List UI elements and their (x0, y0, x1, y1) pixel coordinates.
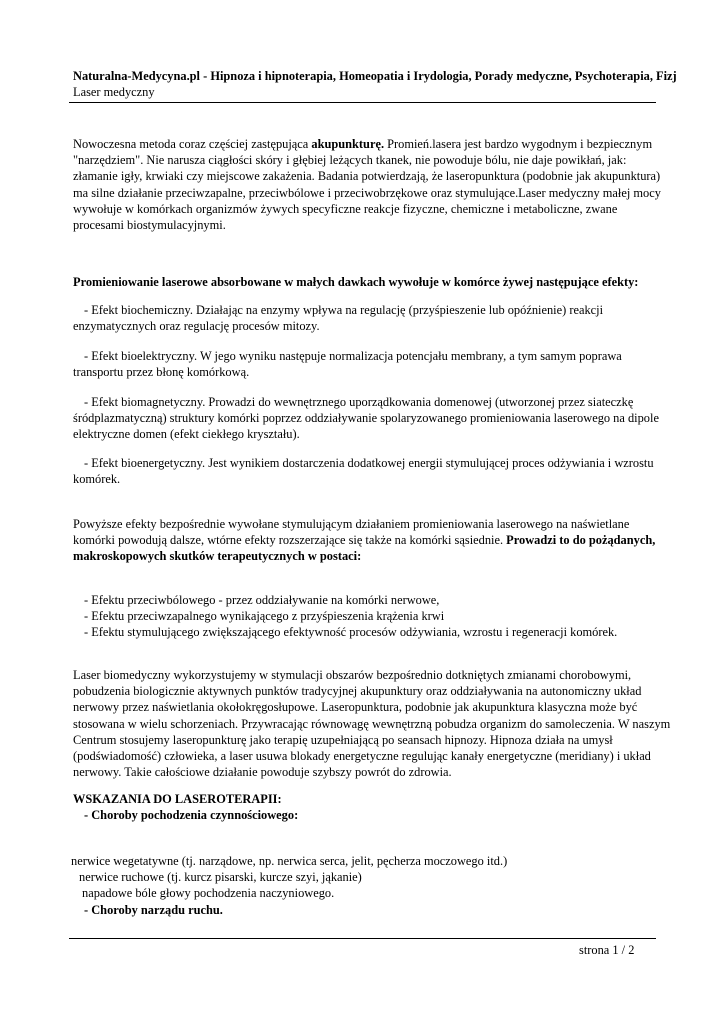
indications-subheading: - Choroby pochodzenia czynnościowego: (84, 808, 299, 823)
summary-bold-text: Prowadzi to do pożądanych, (506, 533, 656, 548)
effect-line: - Efekt biochemiczny. Działając na enzymy wpływa na regulację (przyśpieszenie lub opóźnienie) reakcji (84, 303, 604, 317)
bio-line: stosowana w wielu schorzeniach. Przywracając równowagę wewnętrzną pobudza organizm do samoleczenia. W naszym (73, 716, 671, 731)
indications-subheading: - Choroby narządu ruchu. (84, 902, 223, 917)
effect-line: elektryczne domen (efekt ciekłego kryształu). (73, 427, 300, 442)
intro-line: procesami biostymulacyjnymi. (73, 218, 226, 233)
list-item: - Efektu przeciwbólowego - przez oddziaływanie na komórki nerwowe, (84, 593, 440, 607)
therapeutic-effects-list (73, 592, 683, 641)
effect-line: śródplazmatyczną) struktury komórki poprzez oddziaływanie spolaryzowanego promieniowania laserowego na dipole (73, 411, 659, 426)
effect-line: komórek. (73, 472, 121, 487)
bio-line: Centrum stosujemy laseropunkturę jako terapię uzupełniającą po seansach hipnozy. Hipnoza działa na umysł (73, 732, 613, 747)
condition-item: napadowe bóle głowy pochodzenia naczyniowego. (82, 886, 335, 901)
bio-line: nerwowy przez naświetlania okołokręgosłupowe. Laseropunktura, podobnie jak akupunktura klasyczna może być (73, 700, 638, 715)
effect-line: - Efekt bioelektryczny. W jego wyniku następuje normalizacja potencjału membrany, a tym samym poprawa (84, 349, 622, 363)
list-item: - Efektu stymulującego zwiększającego efektywność procesów odżywiania, wzrostu i regeneracji komórek. (84, 625, 618, 640)
page-number: strona 1 / 2 (579, 943, 635, 957)
intro-bold-text: akupunkturę. (311, 137, 385, 151)
effects-heading: Promieniowanie laserowe absorbowane w małych dawkach wywołuje w komórce żywej następujące efekty: (73, 275, 639, 289)
effect-line: enzymatycznych oraz regulację procesów mitozy. (73, 319, 320, 334)
intro-line (73, 136, 683, 152)
biomedical-laser-paragraph (73, 667, 683, 780)
indications-heading: WSKAZANIA DO LASEROTERAPII: (73, 792, 282, 806)
effect-item (73, 455, 683, 487)
bio-line: Laser biomedyczny wykorzystujemy w stymulacji obszarów bezpośrednio dotkniętych zmianami chorobowymi, (73, 668, 632, 682)
summary-line: makroskopowych skutków terapeutycznych w postaci: (73, 549, 362, 564)
intro-line: wywołuje w komórkach organizmów żywych specyficzne reakcje fizyczne, chemiczne i metaboliczne, zwane (73, 201, 618, 216)
intro-line: "narzędziem". Nie narusza ciągłości skóry i głębiej leżących tkanek, nie powoduje bólu, nie daje powikłań, jak: (73, 153, 627, 168)
footer-divider (69, 938, 656, 939)
condition-item: nerwice wegetatywne (tj. narządowe, np. nerwica serca, jelit, pęcherza moczowego itd.) (71, 854, 508, 868)
header-divider (69, 102, 656, 103)
list-item: - Efektu przeciwzapalnego wynikającego z przyśpieszenia krążenia krwi (84, 609, 445, 624)
intro-line: złamanie igły, krwiaki czy miejscowe zakażenia. Badania potwierdzają, że laseropunktura (podobnie jak akupunktura) (73, 169, 661, 184)
condition-item: nerwice ruchowe (tj. kurcz pisarski, kurcze szyi, jąkanie) (79, 870, 362, 885)
effect-line: transportu przez błonę komórkową. (73, 365, 250, 380)
bio-line: pobudzenia biologicznie aktywnych punktów tradycyjnej akupunktury oraz oddziaływania na autonomiczny układ (73, 684, 642, 699)
effect-item (73, 348, 683, 380)
summary-text: komórki powodują dalsze, wtórne efekty rozszerzające się także na komórki sąsiednie. (73, 533, 507, 548)
intro-text: Promień.lasera jest bardzo wygodnym i bezpiecznym (384, 137, 653, 151)
indications-section (73, 791, 683, 823)
summary-line (73, 532, 683, 548)
intro-paragraph (73, 136, 683, 233)
site-title: Naturalna-Medycyna.pl - Hipnoza i hipnoterapia, Homeopatia i Irydologia, Porady medyczne, Psychoterapia, Fizj (73, 69, 677, 83)
effect-line: - Efekt bioenergetyczny. Jest wynikiem dostarczenia dodatkowej energii stymulującej proces odżywiania i wzrostu (84, 456, 654, 470)
intro-line: ma silne działanie przeciwzapalne, przeciwbólowe i przeciwobrzękowe oraz stymulujące.Laser medyczny małej mocy (73, 185, 661, 200)
bio-line: (podświadomość) człowieka, a laser usuwa blokady energetyczne regulując kanały energetyczne (meridiany) i układ (73, 749, 651, 764)
conditions-list (71, 853, 681, 918)
effect-item (73, 302, 683, 334)
summary-paragraph (73, 516, 683, 565)
effect-line: - Efekt biomagnetyczny. Prowadzi do wewnętrznego uporządkowania domenowej (utworzonej przez siateczkę (84, 395, 634, 409)
effect-item (73, 394, 683, 443)
summary-line: Powyższe efekty bezpośrednie wywołane stymulującym działaniem promieniowania laserowego na naświetlane (73, 517, 630, 531)
document-subtitle: Laser medyczny (73, 85, 155, 99)
intro-text: Nowoczesna metoda coraz częściej zastępująca (73, 137, 312, 151)
bio-line: nerwowy. Takie całościowe działanie powoduje szybszy powrót do zdrowia. (73, 765, 452, 780)
